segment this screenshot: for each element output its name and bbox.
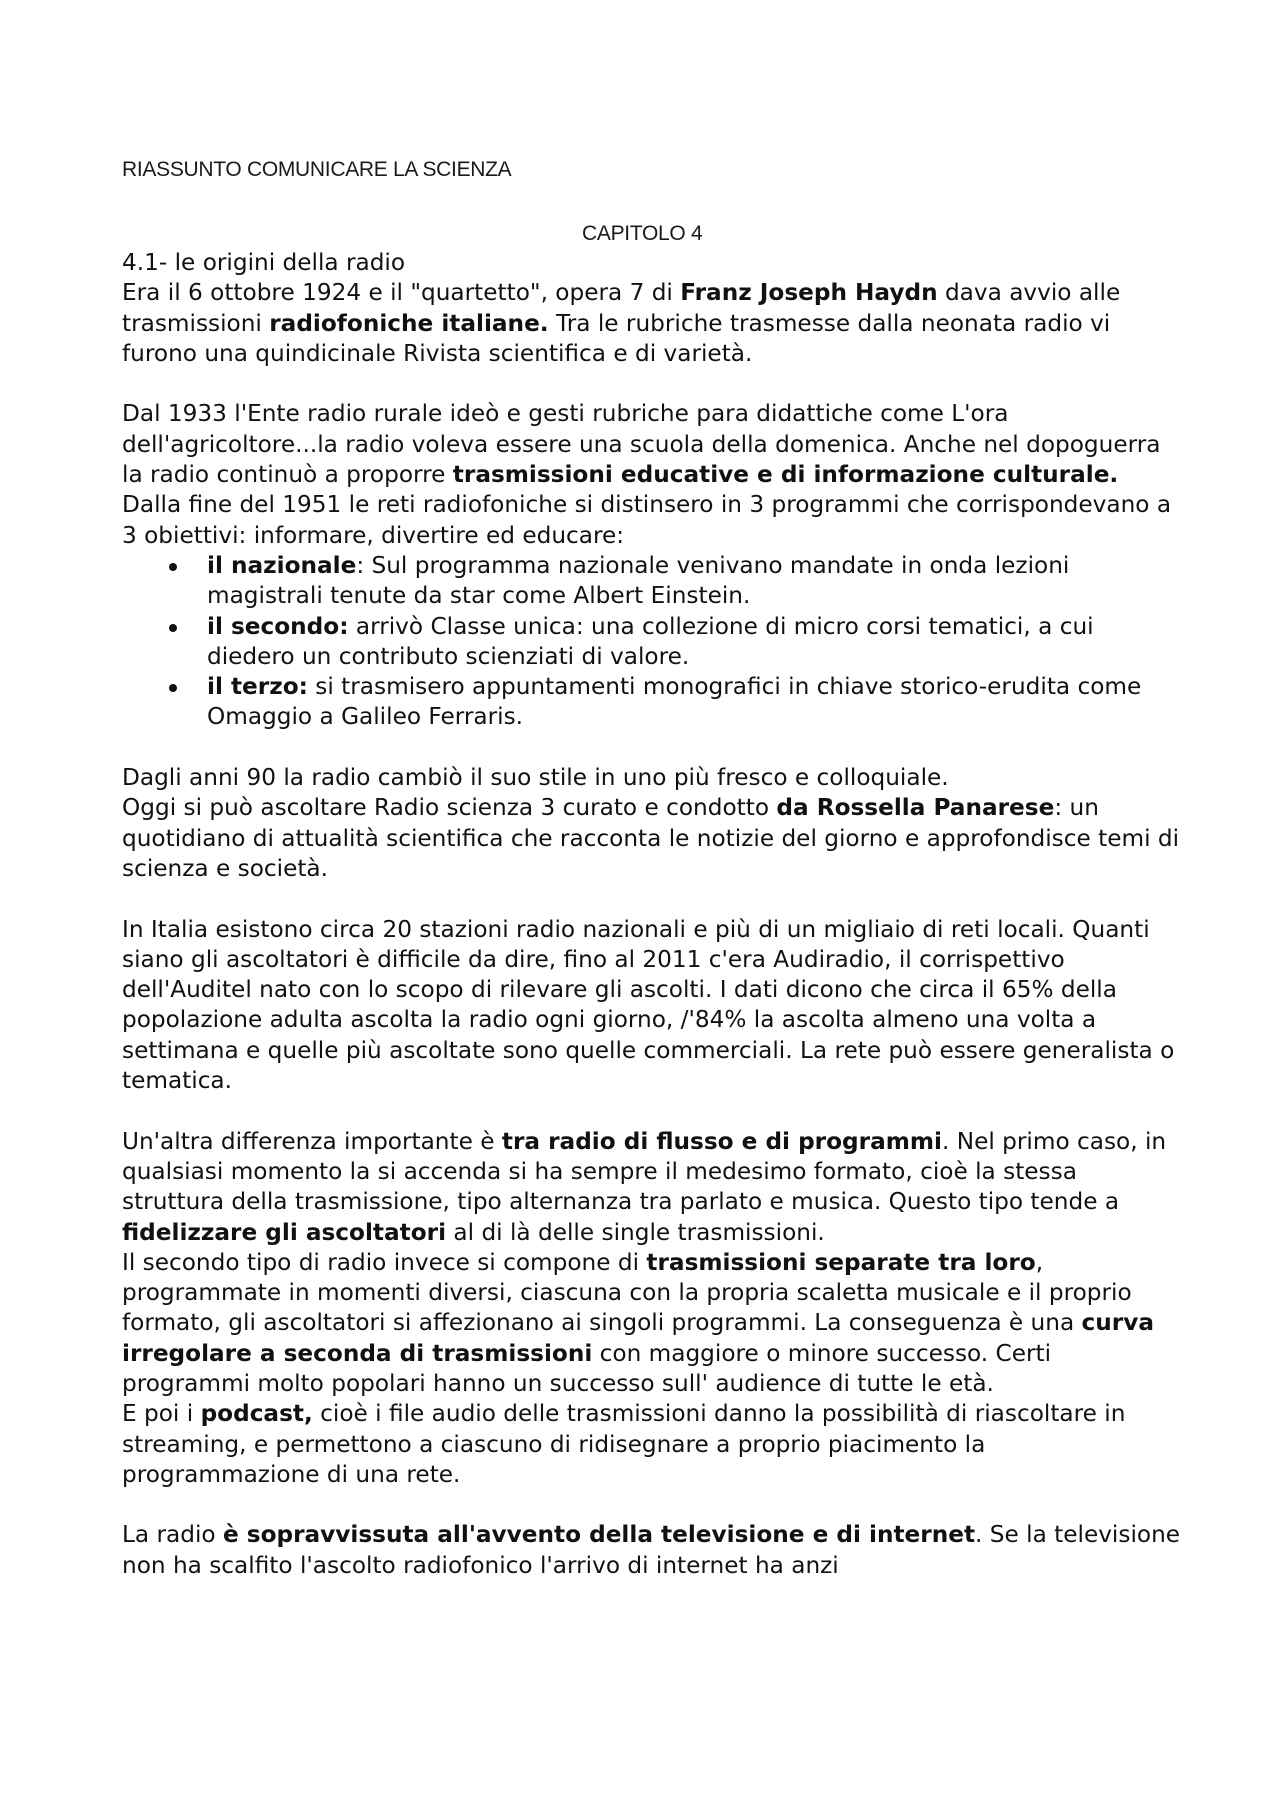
section-heading: 4.1- le origini della radio <box>122 249 406 276</box>
document-body <box>122 248 1182 1581</box>
bullet-icon <box>169 684 177 692</box>
bold-haydn: Franz Joseph Haydn <box>680 279 938 307</box>
document-title: RIASSUNTO COMUNICARE LA SCIENZA <box>122 158 512 181</box>
bold-sopravvissuta: è sopravvissuta all'avvento della televisione e di internet <box>222 1521 976 1549</box>
paragraph-secondo-tipo: Il secondo tipo di radio invece si compone di trasmissioni separate tra loro, programmate in momenti diversi, ciascuna con la propria scaletta musicale e il proprio formato, gli ascoltatori si affezionano ai singoli programmi. La conseguenza è una curva irregolare a seconda di trasmissioni con maggiore o minore successo. Certi programmi molto popolari hanno un successo sull' audience di tutte le età. <box>122 1248 1154 1397</box>
bold-trasmissioni-educative: trasmissioni educative e di informazione culturale. <box>452 461 1119 489</box>
paragraph-anni-90: Dagli anni 90 la radio cambiò il suo stile in uno più fresco e colloquiale. <box>122 764 949 792</box>
list-item: il terzo: si trasmisero appuntamenti monografici in chiave storico-erudita come Omaggio a Galileo Ferraris. <box>122 672 1182 733</box>
paragraph-origins: Era il 6 ottobre 1924 e il "quartetto", opera 7 di Franz Joseph Haydn dava avvio alle trasmissioni radiofoniche italiane. Tra le rubriche trasmesse dalla neonata radio vi furono una quindicinale Rivista scientifica e di varietà. <box>122 279 1121 367</box>
bullet-icon <box>169 563 177 571</box>
bold-flusso-programmi: tra radio di flusso e di programmi <box>501 1127 942 1155</box>
paragraph-ente-radio-rurale: Dal 1933 l'Ente radio rurale ideò e gesti rubriche para didattiche come L'ora dell'agricoltore...la radio voleva essere una scuola della domenica. Anche nel dopoguerra la radio continuò a proporre trasmissioni educative e di informazione culturale. Dalla fine del 1951 le reti radiofoniche si distinsero in 3 programmi che corrispondevano a 3 obiettivi: informare, divertire ed educare: <box>122 400 1172 549</box>
bold-radiofoniche: radiofoniche italiane. <box>269 309 549 337</box>
paragraph-sopravvissuta: La radio è sopravvissuta all'avvento della televisione e di internet. Se la televisione non ha scalfito l'ascolto radiofonico l'arrivo di internet ha anzi <box>122 1521 1181 1579</box>
list-item: il secondo: arrivò Classe unica: una collezione di micro corsi tematici, a cui diedero un contributo scienziati di valore. <box>122 612 1182 673</box>
list-item: il nazionale: Sul programma nazionale venivano mandate in onda lezioni magistrali tenute da star come Albert Einstein. <box>122 551 1182 612</box>
bullet-icon <box>169 624 177 632</box>
bold-podcast: podcast, <box>200 1400 313 1428</box>
paragraph-podcast: E poi i podcast, cioè i file audio delle trasmissioni danno la possibilità di riascoltare in streaming, e permettono a ciascuno di ridisegnare a proprio piacimento la programmazione di una rete. <box>122 1400 1126 1488</box>
programs-list <box>122 551 1182 733</box>
bold-fidelizzare: fidelizzare gli ascoltatori <box>122 1218 447 1246</box>
bold-trasmissioni-separate: trasmissioni separate tra loro <box>646 1248 1036 1276</box>
paragraph-flusso-programmi: Un'altra differenza importante è tra radio di flusso e di programmi. Nel primo caso, in qualsiasi momento la si accenda si ha sempre il medesimo formato, cioè la stessa struttura della trasmissione, tipo alternanza tra parlato e musica. Questo tipo tende a fidelizzare gli ascoltatori al di là delle single trasmissioni. <box>122 1127 1167 1246</box>
paragraph-stazioni-radio: In Italia esistono circa 20 stazioni radio nazionali e più di un migliaio di reti locali. Quanti siano gli ascoltatori è difficile da dire, fino al 2011 c'era Audiradio, il corrispettivo dell'Auditel nato con lo scopo di rilevare gli ascolti. I dati dicono che circa il 65% della popolazione adulta ascolta la radio ogni giorno, /'84% la ascolta almeno una volta a settimana e quelle più ascoltate sono quelle commerciali. La rete può essere generalista o tematica. <box>122 915 1175 1095</box>
paragraph-radio-scienza: Oggi si può ascoltare Radio scienza 3 curato e condotto da Rossella Panarese: un quotidiano di attualità scientifica che racconta le notizie del giorno e approfondisce temi di scienza e società. <box>122 794 1180 882</box>
chapter-heading: CAPITOLO 4 <box>582 222 703 245</box>
bold-curva-irregolare: curva irregolare a seconda di trasmissioni <box>122 1309 1154 1367</box>
bold-rossella-panarese: da Rossella Panarese <box>776 794 1055 822</box>
